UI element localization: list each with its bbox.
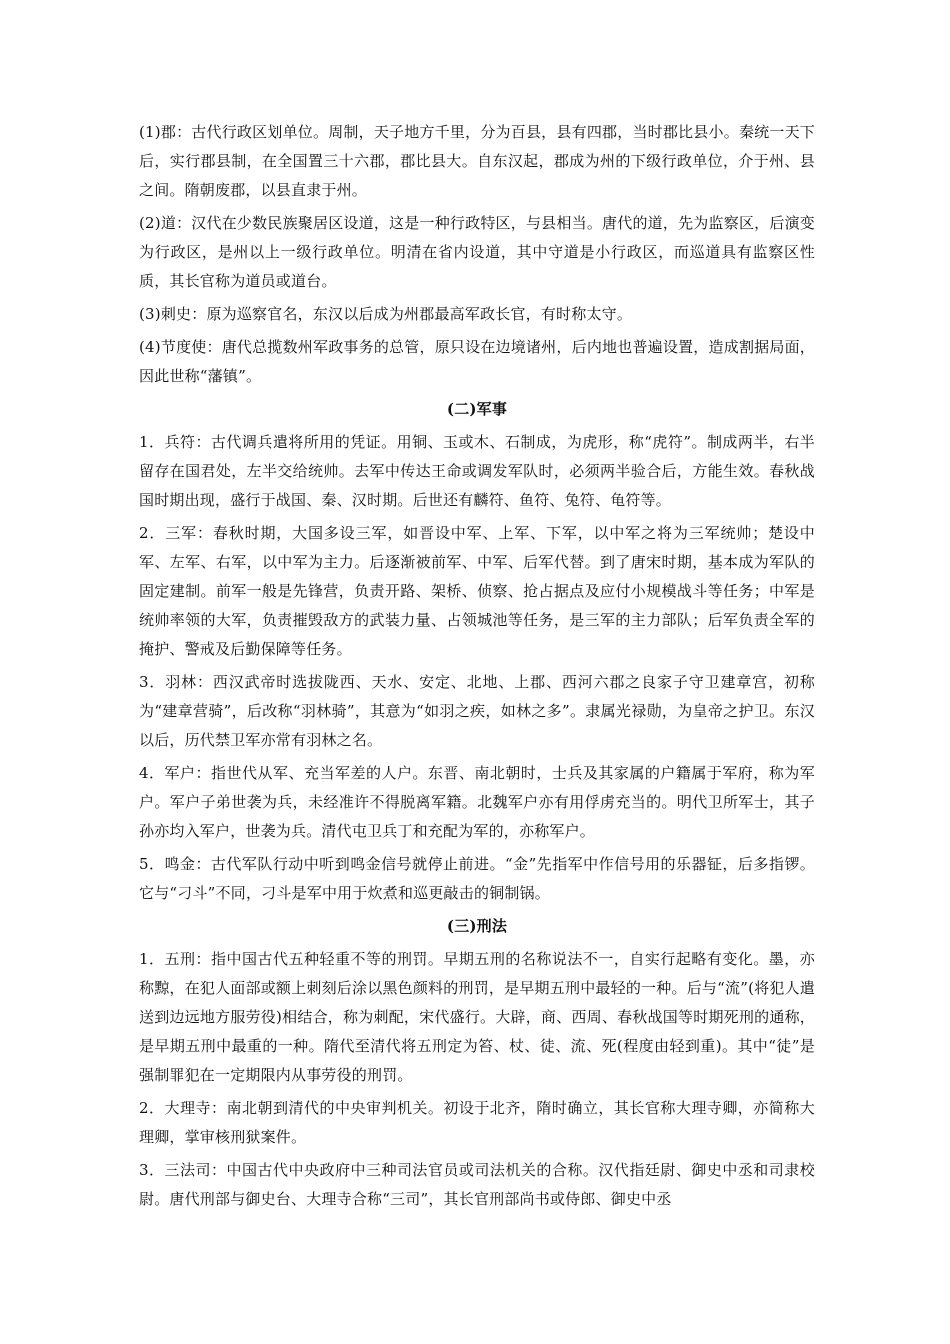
paragraph-jun: (1)郡：古代行政区划单位。周制，天子地方千里，分为百县，县有四郡，当时郡比县小。秦统一天下后，实行郡县制，在全国置三十六郡，郡比县大。自东汉起，郡成为州的下级行政单位，介于州、县之间。隋朝废郡，以县直隶于州。 — [139, 123, 815, 199]
paragraph-wuxing: 1．五刑：指中国古代五种轻重不等的刑罚。早期五刑的名称说法不一，自实行起略有变化。墨，亦称黥，在犯人面部或额上刺刻后涂以黑色颜料的刑罚，是早期五刑中最轻的一种。后与“流”(将犯人遣送到边远地方服劳役)相结合，称为刺配，宋代盛行。大辟，商、西周、春秋战国等时期死刑的通称，是早期五刑中最重的一种。隋代至清代将五刑定为笞、杖、徒、流、死(程度由轻到重)。其中“徒”是强制罪犯在一定期限内从事劳役的刑罚。 — [139, 950, 815, 1084]
paragraph-cishi: (3)刺史：原为巡察官名，东汉以后成为州郡最高军政长官，有时称太守。 — [139, 305, 633, 323]
paragraph-jiedushi: (4)节度使：唐代总揽数州军政事务的总管，原只设在边境诸州，后内地也普遍设置，造成割据局面，因此世称“藩镇”。 — [139, 338, 815, 385]
paragraph-yulin: 3．羽林：西汉武帝时选拔陇西、天水、安定、北地、上郡、西河六郡之良家子守卫建章宫，初称为“建章营骑”，后改称“羽林骑”，其意为“如羽之疾，如林之多”。隶属光禄勋，为皇帝之护卫。东汉以后，历代禁卫军亦常有羽林之名。 — [139, 673, 815, 749]
paragraph-sanfasi: 3．三法司：中国古代中央政府中三种司法官员或司法机关的合称。汉代指廷尉、御史中丞和司隶校尉。唐代刑部与御史台、大理寺合称“三司”，其长官刑部尚书或侍郎、御史中丞 — [139, 1161, 815, 1208]
paragraph-mingjin: 5．鸣金：古代军队行动中听到鸣金信号就停止前进。“金”先指军中作信号用的乐器钲，后多指锣。它与“刁斗”不同，刁斗是军中用于炊煮和巡更敲击的铜制锅。 — [139, 855, 815, 902]
paragraph-dalisi: 2．大理寺：南北朝到清代的中央审判机关。初设于北齐，隋时确立，其长官称大理寺卿，亦简称大理卿，掌审核刑狱案件。 — [139, 1099, 815, 1146]
document-page — [139, 118, 815, 1218]
section-heading-penal-law: (三)刑法 — [446, 917, 508, 935]
paragraph-junhu: 4．军户：指世代从军、充当军差的人户。东晋、南北朝时，士兵及其家属的户籍属于军府，称为军户。军户子弟世袭为兵，未经准许不得脱离军籍。北魏军户亦有用俘虏充当的。明代卫所军士，其子孙亦均入军户，世袭为兵。清代屯卫兵丁和充配为军的，亦称军户。 — [139, 764, 815, 840]
paragraph-bingfu: 1．兵符：古代调兵遣将所用的凭证。用铜、玉或木、石制成，为虎形，称“虎符”。制成两半，右半留存在国君处，左半交给统帅。去军中传达王命或调发军队时，必须两半验合后，方能生效。春秋战国时期出现，盛行于战国、秦、汉时期。后世还有麟符、鱼符、兔符、龟符等。 — [139, 433, 815, 509]
paragraph-sanjun: 2．三军：春秋时期，大国多设三军，如晋设中军、上军、下军，以中军之将为三军统帅；楚设中军、左军、右军，以中军为主力。后逐渐被前军、中军、后军代替。到了唐宋时期，基本成为军队的固定建制。前军一般是先锋营，负责开路、架桥、侦察、抢占据点及应付小规模战斗等任务；中军是统帅率领的大军，负责摧毁敌方的武装力量、占领城池等任务，是三军的主力部队；后军负责全军的掩护、警戒及后勤保障等任务。 — [139, 524, 815, 658]
paragraph-dao: (2)道：汉代在少数民族聚居区设道，这是一种行政特区，与县相当。唐代的道，先为监察区，后演变为行政区，是州以上一级行政单位。明清在省内设道，其中守道是小行政区，而巡道具有监察区性质，其长官称为道员或道台。 — [139, 214, 815, 290]
section-heading-military: (二)军事 — [446, 400, 508, 418]
